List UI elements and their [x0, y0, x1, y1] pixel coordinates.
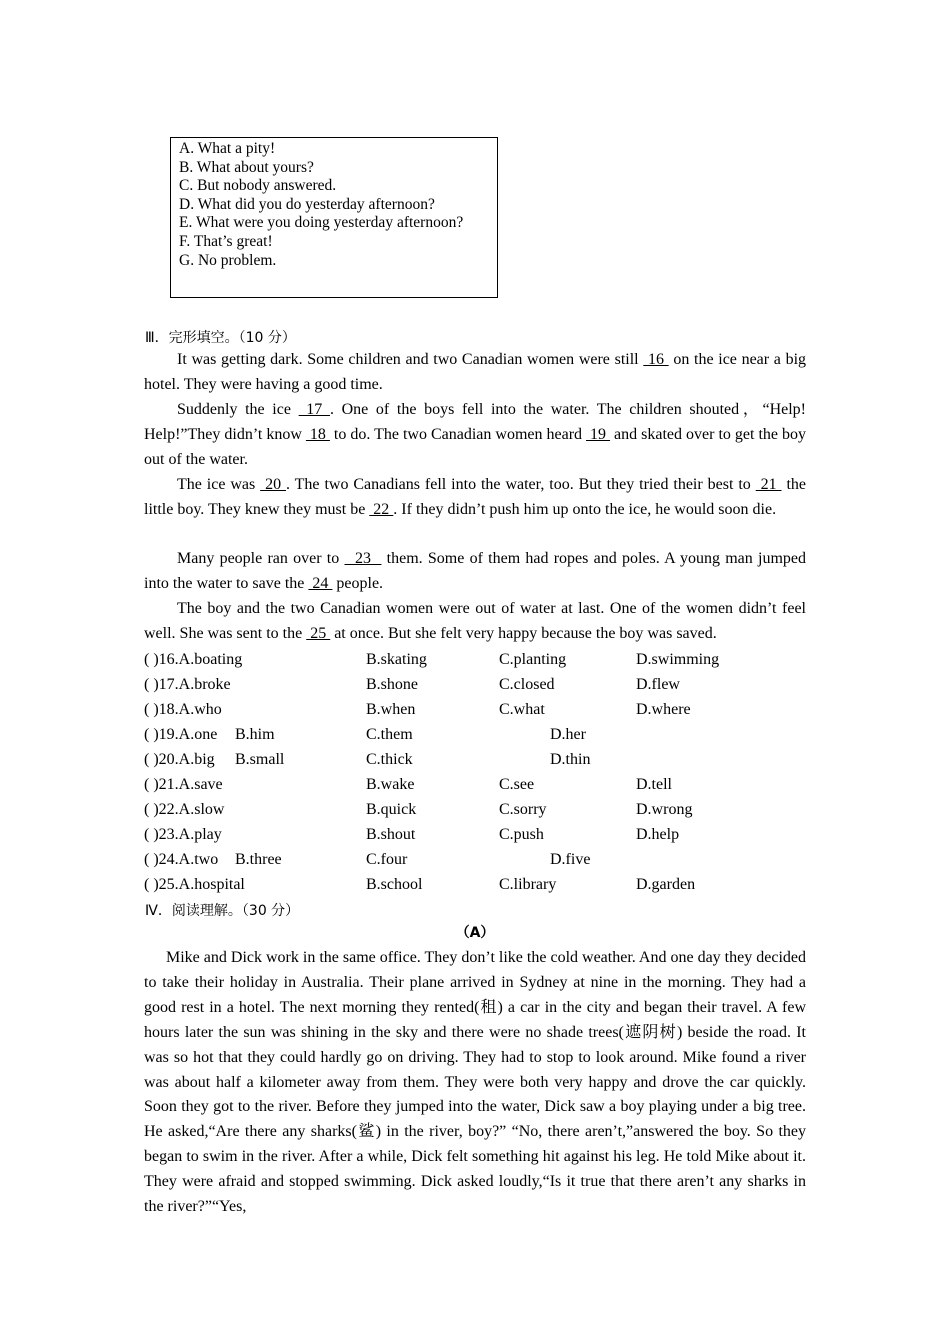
blank-19: 19 — [586, 425, 611, 443]
section-4-heading: Ⅳ．阅读理解。（30 分） — [145, 903, 300, 919]
blank-16: 16 — [643, 351, 669, 368]
question-19: ( )19.A.one B.him C.them D.her — [144, 726, 586, 743]
passage-a-label: （A） — [455, 925, 495, 941]
question-20: ( )20.A.big B.small C.thick D.thin — [144, 751, 591, 768]
option-e: E. What were you doing yesterday afternoon? — [179, 214, 464, 232]
cloze-paragraph-5: The boy and the two Canadian women were out of water at last. One of the women didn’t feel well. She was sent to the 25 at once. But she felt very happy because the boy was saved. — [144, 600, 806, 642]
question-18: ( )18.A.who B.when C.what D.where — [144, 701, 691, 718]
blank-22: 22 — [369, 500, 394, 518]
option-d: D. What did you do yesterday afternoon? — [179, 195, 435, 213]
question-17: ( )17.A.broke B.shone C.closed D.flew — [144, 676, 680, 693]
reading-passage-a: Mike and Dick work in the same office. They don’t like the cold weather. And one day they decided to take their holiday in Australia. Their plane arrived in Sydney at nine in the morning. They had a good rest in a hotel. The next morning they rented(租) a car in the city and began their travel. A few hours later the sun was shining in the sky and there were no shade trees(遮阴树) beside the road. It was so hot that they could hardly go on driving. They had to stop to look around. Mike found a river was about half a kilometer away from them. They were both very happy and drove the car quickly. Soon they got to the river. Before they jumped into the water, Dick saw a boy playing under a big tree. He asked,“Are there any sharks(鲨) in the river, boy?” “No, there aren’t,”answered the boy. So they began to swim in the river. After a while, Dick felt something hit against his leg. He told Mike about it. They were afraid and stopped swimming. Dick asked loudly,“Is it true that there aren’t any sharks in the river?”“Yes, — [144, 949, 806, 1216]
cloze-paragraph-3: The ice was 20 . The two Canadians fell into the water, too. But they tried their best to 21 the little boy. They knew they must be 22 . If they didn’t push him up onto the ice, he would soon die. — [144, 476, 806, 518]
options-box — [170, 137, 498, 298]
option-b: B. What about yours? — [179, 158, 314, 176]
cloze-paragraph-1: It was getting dark. Some children and two Canadian women were still 16 on the ice near a big hotel. They were having a good time. — [144, 351, 807, 393]
question-21: ( )21.A.save B.wake C.see D.tell — [144, 776, 672, 793]
cloze-paragraph-2: Suddenly the ice 17 . One of the boys fell into the water. The children shouted，“Help! Help!”They didn’t know 18 to do. The two Canadian women heard 19 and skated over to get the boy out of the water. — [144, 401, 807, 468]
option-g: G. No problem. — [179, 251, 277, 269]
cloze-paragraph-4: Many people ran over to 23 them. Some of them had ropes and poles. A young man jumped into the water to save the 24 people. — [144, 550, 807, 592]
blank-21: 21 — [755, 476, 782, 493]
blank-23: 23 — [344, 550, 382, 567]
blank-18: 18 — [305, 425, 330, 443]
blank-20: 20 — [260, 476, 287, 493]
question-22: ( )22.A.slow B.quick C.sorry D.wrong — [144, 801, 693, 818]
question-25: ( )25.A.hospital B.school C.library D.garden — [144, 876, 696, 893]
question-24: ( )24.A.two B.three C.four D.five — [144, 851, 591, 868]
section-3-heading: Ⅲ．完形填空。（10 分） — [145, 330, 296, 346]
blank-17: 17 — [298, 401, 330, 418]
blank-25: 25 — [306, 624, 331, 642]
blank-24: 24 — [308, 574, 333, 592]
option-c: C. But nobody answered. — [179, 177, 337, 195]
option-f: F. That’s great! — [179, 232, 273, 250]
question-16: ( )16.A.boating B.skating C.planting D.swimming — [144, 651, 720, 668]
question-23: ( )23.A.play B.shout C.push D.help — [144, 826, 680, 843]
option-a: A. What a pity! — [179, 140, 276, 157]
